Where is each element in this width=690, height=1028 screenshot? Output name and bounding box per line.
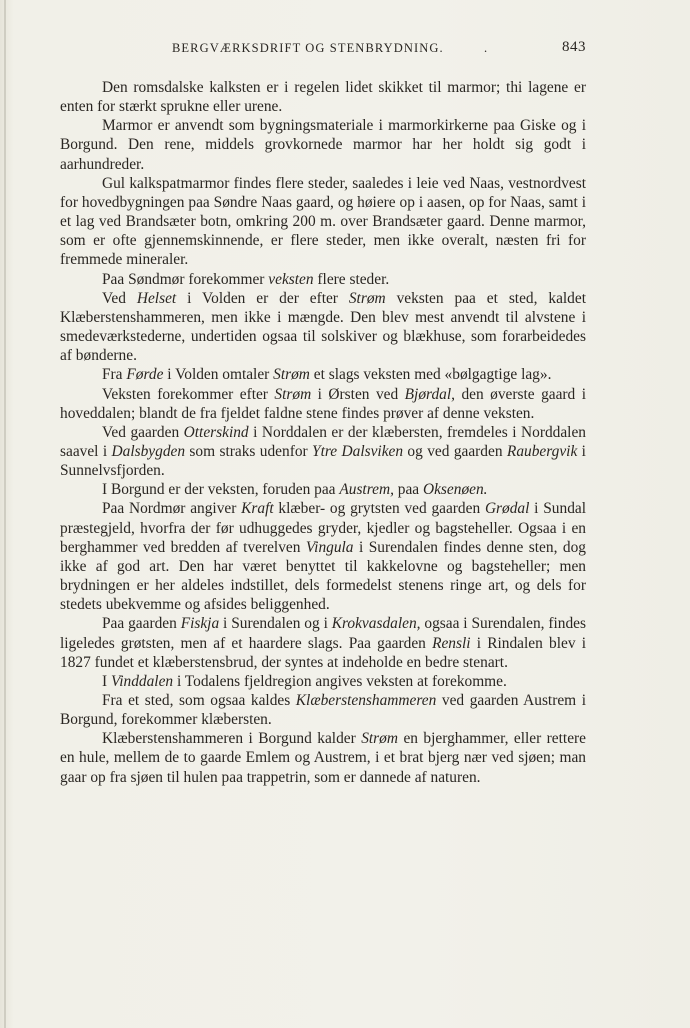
italic-term: Strøm [273,366,310,384]
text-run: i Todalens fjeldregion angives veksten at forekomme. [173,672,507,690]
text-run: som straks udenfor [185,442,313,460]
text-run: Paa Nordmør angiver [102,500,242,518]
text-run: et slags veksten med «bølgagtige lag». [309,366,552,384]
text-run: i Norddalen er der klæbersten, fremdeles i Norddalen saavel i [60,423,586,460]
text-run: Ved [102,289,137,307]
paragraph [60,423,586,480]
text-run: i Ørsten ved [311,385,405,403]
paragraph [60,270,586,289]
text-run: i Volden er der efter [176,289,349,307]
text-run: i Surendalen findes denne sten, dog ikke af god art. Den har været benyttet til kakkelovne og bagsteheller; men brydningen er her aldeles indstillet, dels formedelst stenens ringe art, og dels for stedets ubekvemme og afsides beliggenhed. [60,538,586,614]
italic-term: Dalsbygden [111,442,186,460]
paragraph [60,289,586,366]
italic-term: Rensli [432,634,471,652]
italic-term: Fiskja [180,615,220,633]
text-run: den øverste gaard i hoveddalen; blandt de fra fjeldet faldne stene findes prøver af denne veksten. [60,385,587,422]
text-run: flere steder. [313,270,390,288]
text-run: i Sundal præstegjeld, hvorfra der før udhuggedes gryder, kjedler og bagsteheller. Ogsaa i en berghammer ved bredden af tverelven [60,500,586,556]
text-run: Den romsdalske kalksten er i regelen lidet skikket til marmor; thi lagene er enten for stærkt sprukne eller urene. [60,79,586,116]
text-run: Marmor er anvendt som bygningsmateriale i marmorkirkerne paa Giske og i Borgund. Den rene, middels grovkornede marmor har her holdt sig godt i aarhundreder. [60,117,586,173]
text-run: ved gaarden Austrem i Borgund, forekommer klæbersten. [60,692,586,729]
text-run: paa [393,481,423,499]
text-run: i Volden omtaler [163,366,274,384]
italic-term: Strøm [348,289,386,307]
italic-term: Ytre Dalsviken [312,442,404,460]
running-head-dot: . [484,41,489,55]
text-run: i Surendalen og i [219,615,332,633]
text-run: I [102,672,111,690]
paragraph [60,78,586,116]
text-run: Paa Søndmør forekommer [102,270,269,288]
italic-term: Otterskind [183,423,249,441]
text-run: klæber- og grytsten ved gaarden [273,500,485,518]
text-run: i Rindalen blev i 1827 fundet et klæberstensbrud, der syntes at indeholde en bedre stenart. [60,634,587,671]
page-edge [4,0,6,1028]
italic-term: Oksenøen. [422,481,488,499]
text-run: Fra [102,366,127,384]
italic-term: Krokvasdalen, [331,615,421,633]
paragraph [60,365,586,384]
text-run: en bjerghammer, eller rettere en hule, mellem de to gaarde Emlem og Austrem, i et brat bjerg nær ved sjøen; man gaar op fra sjøen til hulen paa trappetrin, som er dannede af naturen. [60,730,586,786]
text-run: ogsaa i Surendalen, findes ligeledes grøtsten, men af et haardere slags. Paa gaarden [60,615,587,652]
italic-term: Klæberstenshammeren [295,692,437,709]
paragraph [60,174,586,270]
text-run: veksten paa et sted, kaldet Klæberstenshammeren, men ikke i mængde. Den blev mest anvendt til alvstene i smedeværkstederne, undertiden ogsaa til solskiver og blækhuse, som forarbeidedes af bønderne. [60,289,586,365]
running-head [60,41,586,59]
text-run: i Sunnelvsfjorden. [60,442,586,480]
running-head-title: BERGVÆRKSDRIFT OG STENBRYDNING. [172,41,444,55]
text-run: Veksten forekommer efter [102,385,275,403]
italic-term: Helset [136,289,177,307]
italic-term: Vinddalen [110,672,174,690]
italic-term: Grødal [484,500,530,518]
paragraph [60,691,586,729]
text-run: Ved gaarden [102,423,184,441]
text-run: Paa gaarden [102,615,181,633]
paragraph [60,116,586,173]
paragraph [60,729,586,786]
text-run: Gul kalkspatmarmor findes flere steder, saaledes i leie ved Naas, vestnordvest for hovedbygningen paa Søndre Naas gaard, og høiere op i aasen, op for Naas, samt i et lag ved Brandsæter botn, omkring 200 m. over Brandsæter gaard. Denne marmor, som er ofte gjennemskinnende, er flere steder, men ikke overalt, næsten fri for fremmede mineraler. [60,174,586,269]
text-run: I Borgund er der veksten, foruden paa [102,481,340,499]
italic-term: Førde [126,366,164,384]
paragraph [60,499,586,614]
italic-term: Strøm [361,730,398,748]
italic-term: Austrem, [339,481,394,499]
paragraph [60,672,586,691]
italic-term: Bjørdal, [404,385,455,403]
italic-term: Strøm [274,385,312,403]
italic-term: veksten [268,270,314,288]
paragraph [60,385,586,423]
paragraph [60,614,586,671]
paragraph [60,480,586,499]
italic-term: Raubergvik [506,442,578,460]
italic-term: Kraft [241,500,274,518]
page-number: 843 [562,39,586,55]
body-text [60,78,586,787]
text-run: Klæberstenshammeren i Borgund kalder [102,730,362,748]
text-run: og ved gaarden [403,442,507,460]
text-run: Fra et sted, som ogsaa kaldes [102,692,296,709]
italic-term: Vingula [305,538,354,556]
